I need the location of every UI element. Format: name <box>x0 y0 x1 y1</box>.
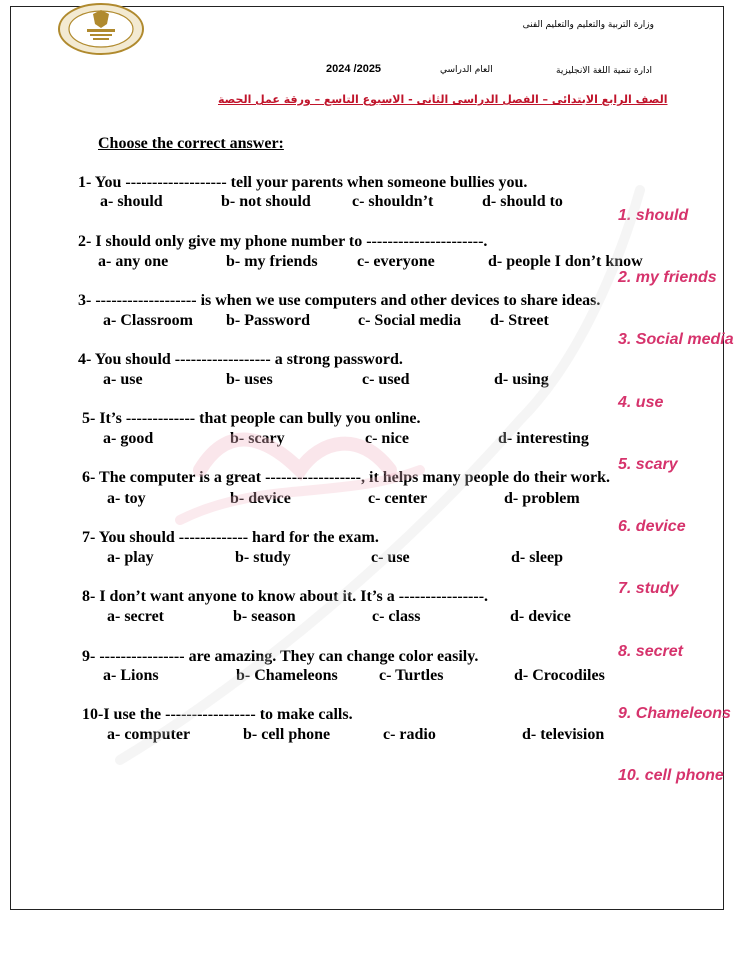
q9-option-d: d- Crocodiles <box>514 667 605 684</box>
q8-option-b: b- season <box>233 608 296 625</box>
q9-option-a: a- Lions <box>103 667 159 684</box>
administration-name: ادارة تنمية اللغة الانجليزية <box>556 66 652 76</box>
question-4: 4- You should ------------------ a strong password. <box>78 351 403 368</box>
answer-3: 3. Social media <box>618 331 734 348</box>
q4-option-c: c- used <box>362 371 410 388</box>
q6-option-c: c- center <box>368 490 428 507</box>
q7-option-d: d- sleep <box>511 549 563 566</box>
answer-4: 4. use <box>618 394 664 411</box>
question-8: 8- I don’t want anyone to know about it. It’s a ----------------. <box>82 588 489 605</box>
q3-option-a: a- Classroom <box>103 312 193 329</box>
answer-8: 8. secret <box>618 643 683 660</box>
answer-1: 1. should <box>618 207 689 224</box>
q7-option-a: a- play <box>107 549 154 566</box>
q7-option-c: c- use <box>371 549 410 566</box>
q2-option-c: c- everyone <box>357 253 435 270</box>
q5-option-d: d- interesting <box>498 430 589 447</box>
q2-option-a: a- any one <box>98 253 169 270</box>
question-3: 3- ------------------- is when we use computers and other devices to share ideas. <box>78 292 601 309</box>
answer-2: 2. my friends <box>618 269 717 286</box>
q9-option-c: c- Turtles <box>379 667 444 684</box>
q1-option-a: a- should <box>100 193 163 210</box>
q1-option-d: d- should to <box>482 193 563 210</box>
q3-option-c: c- Social media <box>358 312 462 329</box>
question-9: 9- ---------------- are amazing. They can change color easily. <box>82 648 479 665</box>
q10-option-d: d- television <box>522 726 605 743</box>
q8-option-a: a- secret <box>107 608 164 625</box>
q5-option-c: c- nice <box>365 430 409 447</box>
question-2: 2- I should only give my phone number to ----------------------. <box>78 233 488 250</box>
q3-option-d: d- Street <box>490 312 549 329</box>
q9-option-b: b- Chameleons <box>236 667 338 684</box>
question-10: 10-I use the ----------------- to make calls. <box>82 706 353 723</box>
question-5: 5- It’s ------------- that people can bully you online. <box>82 410 421 427</box>
q5-option-a: a- good <box>103 430 154 447</box>
q4-option-b: b- uses <box>226 371 273 388</box>
answer-10: 10. cell phone <box>618 767 724 784</box>
question-7: 7- You should ------------- hard for the exam. <box>82 529 379 546</box>
q7-option-b: b- study <box>235 549 291 566</box>
q10-option-b: b- cell phone <box>243 726 331 743</box>
ministry-seal-icon <box>57 2 145 56</box>
academic-year-label: العام الدراسي <box>440 65 493 75</box>
q5-option-b: b- scary <box>230 430 285 447</box>
question-1: 1- You ------------------- tell your parents when someone bullies you. <box>78 174 528 191</box>
q4-option-a: a- use <box>103 371 143 388</box>
q1-option-c: c- shouldn’t <box>352 193 434 210</box>
academic-year: 2024 /2025 <box>326 63 382 75</box>
q6-option-b: b- device <box>230 490 291 507</box>
q8-option-d: d- device <box>510 608 571 625</box>
q6-option-a: a- toy <box>107 490 146 507</box>
q4-option-d: d- using <box>494 371 549 388</box>
q10-option-c: c- radio <box>383 726 436 743</box>
q2-option-d: d- people I don’t know <box>488 253 643 270</box>
answer-5: 5. scary <box>618 456 678 473</box>
answer-7: 7. study <box>618 580 679 597</box>
q3-option-b: b- Password <box>226 312 311 329</box>
q1-option-b: b- not should <box>221 193 311 210</box>
question-6: 6- The computer is a great ------------------, it helps many people do their work. <box>82 469 611 486</box>
q2-option-b: b- my friends <box>226 253 318 270</box>
answer-9: 9. Chameleons <box>618 705 731 722</box>
q10-option-a: a- computer <box>107 726 191 743</box>
q6-option-d: d- problem <box>504 490 580 507</box>
instructions-heading: Choose the correct answer: <box>98 135 284 152</box>
worksheet-subtitle: الصف الرابع الابتدائى – الفصل الدراسى الثانى - الاسبوع التاسع – ورقة عمل الحصة <box>218 93 668 106</box>
ministry-name: وزارة التربية والتعليم والتعليم الفنى <box>522 20 654 30</box>
answer-6: 6. device <box>618 518 686 535</box>
q8-option-c: c- class <box>372 608 421 625</box>
